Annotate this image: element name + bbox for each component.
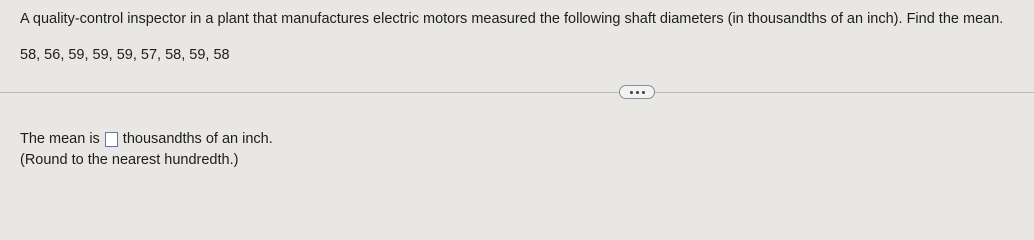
answer-prefix: The mean is — [20, 131, 100, 147]
rounding-note: (Round to the nearest hundredth.) — [20, 152, 239, 168]
ellipsis-icon — [636, 91, 639, 94]
answer-input-box[interactable] — [105, 132, 118, 147]
ellipsis-icon — [642, 91, 645, 94]
data-values: 58, 56, 59, 59, 59, 57, 58, 59, 58 — [20, 47, 230, 63]
ellipsis-icon — [630, 91, 633, 94]
answer-suffix: thousandths of an inch. — [122, 131, 273, 147]
more-options-button[interactable] — [619, 85, 655, 99]
question-text: A quality-control inspector in a plant that manufactures electric motors measured the following shaft diameters (in thousandths of an inch). Find the mean. — [20, 11, 1004, 27]
answer-line — [20, 130, 273, 148]
divider — [0, 92, 1034, 93]
